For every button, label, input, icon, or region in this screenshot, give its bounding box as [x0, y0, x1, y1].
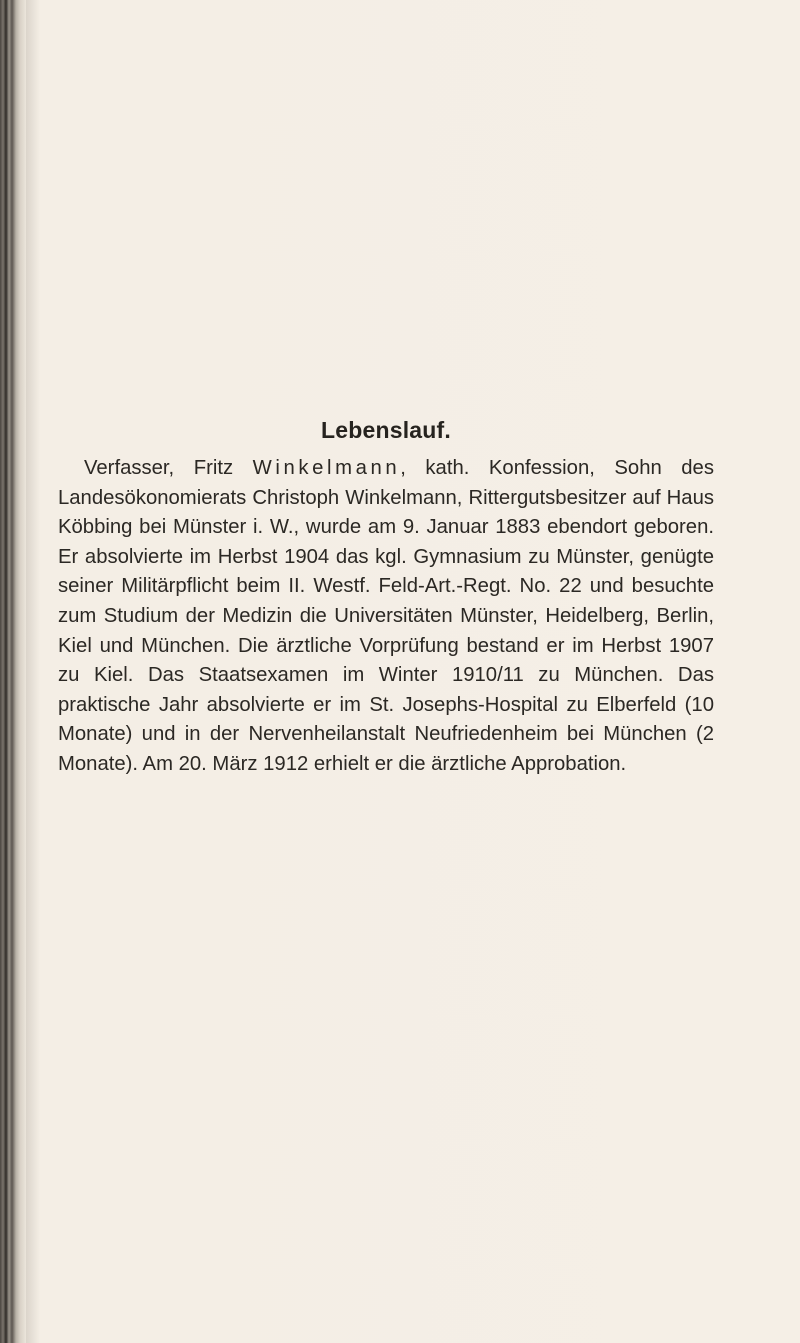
- page-title: Lebenslauf.: [320, 417, 451, 443]
- binding-shadow: [26, 0, 40, 1343]
- author-surname-spaced: Winkelmann: [252, 457, 401, 479]
- biography-paragraph: [58, 454, 714, 780]
- text-before-name: Verfasser, Fritz: [84, 457, 253, 479]
- document-content: [58, 416, 714, 780]
- text-after-name: , kath. Konfession, Sohn des Landesökonomierats Christoph Winkelmann, Rittergutsbesitzer auf Haus Köbbing bei Münster i. W., wurde am 9. Januar 1883 ebendort geboren. Er absolvierte im Herbst 1904 das kgl. Gymnasium zu Münster, genügte seiner Militärpflicht beim II. Westf. Feld-Art.-Regt. No. 22 und besuchte zum Studium der Medizin die Universitäten Münster, Heidelberg, Berlin, Kiel und München. Die ärztliche Vorprüfung bestand er im Herbst 1907 zu Kiel. Das Staatsexamen im Winter 1910/11 zu München. Das praktische Jahr absolvierte er im St. Josephs-Hospital zu Elberfeld (10 Monate) und in der Nervenheilanstalt Neufriedenheim bei München (2 Monate). Am 20. März 1912 erhielt er die ärztliche Approbation.: [58, 457, 714, 775]
- book-binding-edge: [0, 0, 26, 1343]
